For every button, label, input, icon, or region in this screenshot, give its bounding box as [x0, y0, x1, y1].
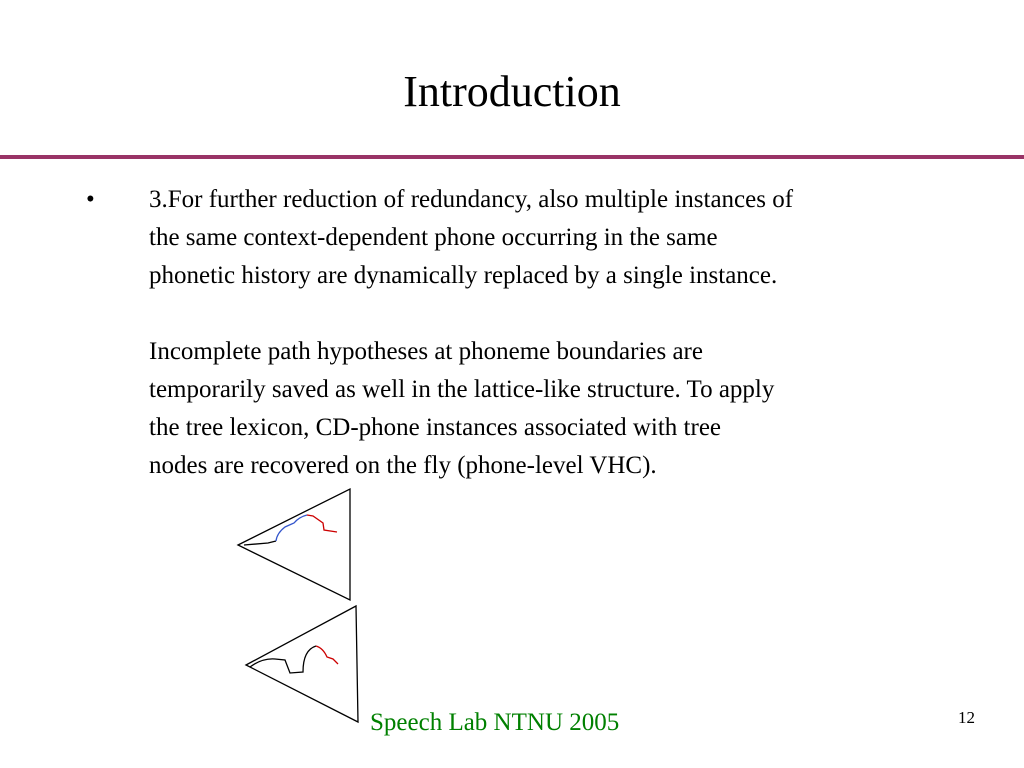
bullet-item — [86, 181, 946, 485]
upper-path-black — [244, 541, 276, 545]
upper-triangle-outline — [238, 489, 350, 600]
paragraph-gap — [149, 295, 946, 333]
paragraph-line: Incomplete path hypotheses at phoneme boundaries are — [149, 338, 703, 365]
upper-path-red — [307, 515, 337, 532]
bullet-lead-line: 3.For further reduction of redundancy, also multiple instances of — [149, 186, 794, 213]
bullet-list — [86, 181, 946, 485]
upper-tree-triangle-icon — [238, 489, 350, 600]
bullet-line: phonetic history are dynamically replaced by a single instance. — [149, 262, 778, 289]
footer-text: Speech Lab NTNU 2005 — [370, 709, 620, 736]
slide-title: Introduction — [403, 67, 621, 116]
lower-tree-triangle-icon — [246, 606, 358, 722]
paragraph-line: the tree lexicon, CD-phone instances associated with tree — [149, 414, 722, 441]
upper-path-blue — [276, 515, 307, 541]
page-number: 12 — [958, 708, 975, 727]
lower-path-red — [316, 646, 338, 664]
title-divider — [0, 155, 1024, 159]
paragraph-line: temporarily saved as well in the lattice-like structure. To apply — [149, 376, 775, 403]
bullet-line: the same context-dependent phone occurring in the same — [149, 224, 718, 251]
bullet-dot-icon: • — [86, 186, 95, 213]
lower-triangle-outline — [246, 606, 358, 722]
lower-path-black — [250, 646, 316, 673]
paragraph-line: nodes are recovered on the fly (phone-level VHC). — [149, 452, 657, 479]
